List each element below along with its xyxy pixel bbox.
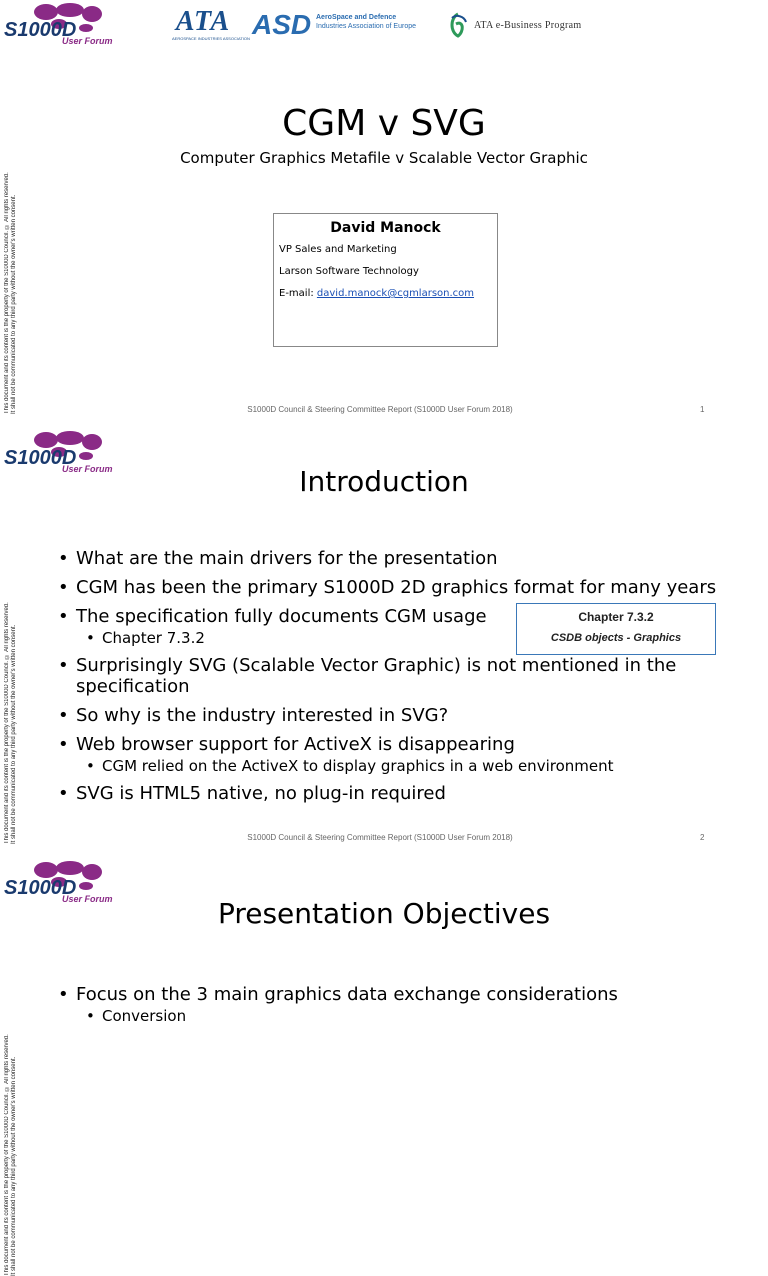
- ebusiness-logo-text: ATA e-Business Program: [474, 20, 582, 31]
- asd-logo-line2: Industries Association of Europe: [316, 23, 417, 30]
- copyright-line-1: This document and its content is the property of the S1000D Council. © All rights reserved.: [4, 1034, 10, 1276]
- page-number: 2: [700, 833, 705, 842]
- slide-footer: S1000D Council & Steering Committee Report (S1000D User Forum 2018): [247, 405, 513, 414]
- asd-logo-mark: ASD: [252, 9, 312, 40]
- slide-footer: S1000D Council & Steering Committee Report (S1000D User Forum 2018): [247, 833, 513, 842]
- bullet-item: • What are the main drivers for the presentation: [58, 548, 718, 569]
- ata-ebusiness-logo: [446, 12, 606, 42]
- bullet-item: • The specification fully documents CGM usage: [58, 606, 718, 627]
- copyright-notice: [4, 548, 24, 844]
- email-label: E-mail:: [279, 288, 317, 299]
- sub-bullet-item: • Conversion: [86, 1007, 718, 1025]
- sub-bullet-item: • CGM relied on the ActiveX to display graphics in a web environment: [86, 757, 718, 775]
- author-name: David Manock: [330, 220, 441, 236]
- slide-title: Presentation Objectives: [217, 897, 551, 930]
- bullet-item: • SVG is HTML5 native, no plug-in required: [58, 783, 718, 804]
- copyright-line-1: This document and its content is the property of the S1000D Council. © All rights reserved.: [4, 602, 10, 844]
- slide-title: CGM v SVG: [282, 103, 486, 144]
- slide-1: [0, 0, 768, 422]
- copyright-line-2: It shall not be communicated to any third party without the owner's written consent.: [11, 624, 17, 844]
- svg-text:User Forum: User Forum: [62, 36, 113, 46]
- chapter-reference-box: [516, 603, 716, 655]
- asd-logo-line1: AeroSpace and Defence: [316, 14, 397, 21]
- svg-text:S1000D: S1000D: [4, 447, 77, 469]
- author-role: VP Sales and Marketing: [279, 244, 397, 255]
- page-number: 1: [700, 405, 705, 414]
- s1000d-user-forum-logo: [4, 2, 113, 46]
- ata-logo-text: ATA: [175, 6, 231, 37]
- author-company: Larson Software Technology: [279, 266, 419, 277]
- svg-text:User Forum: User Forum: [62, 464, 113, 474]
- author-email-row: [279, 287, 492, 301]
- svg-text:User Forum: User Forum: [62, 894, 113, 904]
- bullet-item: • Web browser support for ActiveX is disappearing: [58, 734, 718, 755]
- slide-title: Introduction: [299, 465, 469, 498]
- svg-text:S1000D: S1000D: [4, 19, 77, 41]
- slide-subtitle: Computer Graphics Metafile v Scalable Vector Graphic: [180, 149, 588, 167]
- asd-logo: [252, 10, 442, 42]
- email-link[interactable]: david.manock@cgmlarson.com: [316, 288, 475, 299]
- svg-text:S1000D: S1000D: [4, 877, 77, 899]
- slide-3: [0, 858, 768, 1276]
- bullet-item: • Surprisingly SVG (Scalable Vector Graphic) is not mentioned in the specification: [58, 655, 718, 697]
- copyright-line-1: This document and its content is the property of the S1000D Council. © All rights reserved.: [4, 172, 10, 414]
- ebusiness-swirl-icon: [446, 12, 470, 38]
- ata-logo-caption: AEROSPACE INDUSTRIES ASSOCIATION: [172, 36, 250, 41]
- ata-logo: [172, 6, 250, 48]
- chapter-number: Chapter 7.3.2: [578, 610, 654, 624]
- sub-bullet-item: • Chapter 7.3.2: [86, 629, 718, 647]
- author-box: [273, 213, 498, 347]
- bullet-list: [58, 548, 718, 812]
- chapter-title: CSDB objects - Graphics: [550, 632, 682, 644]
- copyright-notice: [4, 980, 24, 1276]
- copyright-line-2: It shall not be communicated to any third party without the owner's written consent.: [11, 1056, 17, 1276]
- copyright-line-2: It shall not be communicated to any third party without the owner's written consent.: [11, 194, 17, 414]
- bullet-item: • So why is the industry interested in SVG?: [58, 705, 718, 726]
- slide-2: [0, 428, 768, 850]
- bullet-list: [58, 984, 718, 1033]
- bullet-item: • Focus on the 3 main graphics data exchange considerations: [58, 984, 718, 1005]
- bullet-item: • CGM has been the primary S1000D 2D graphics format for many years: [58, 577, 718, 598]
